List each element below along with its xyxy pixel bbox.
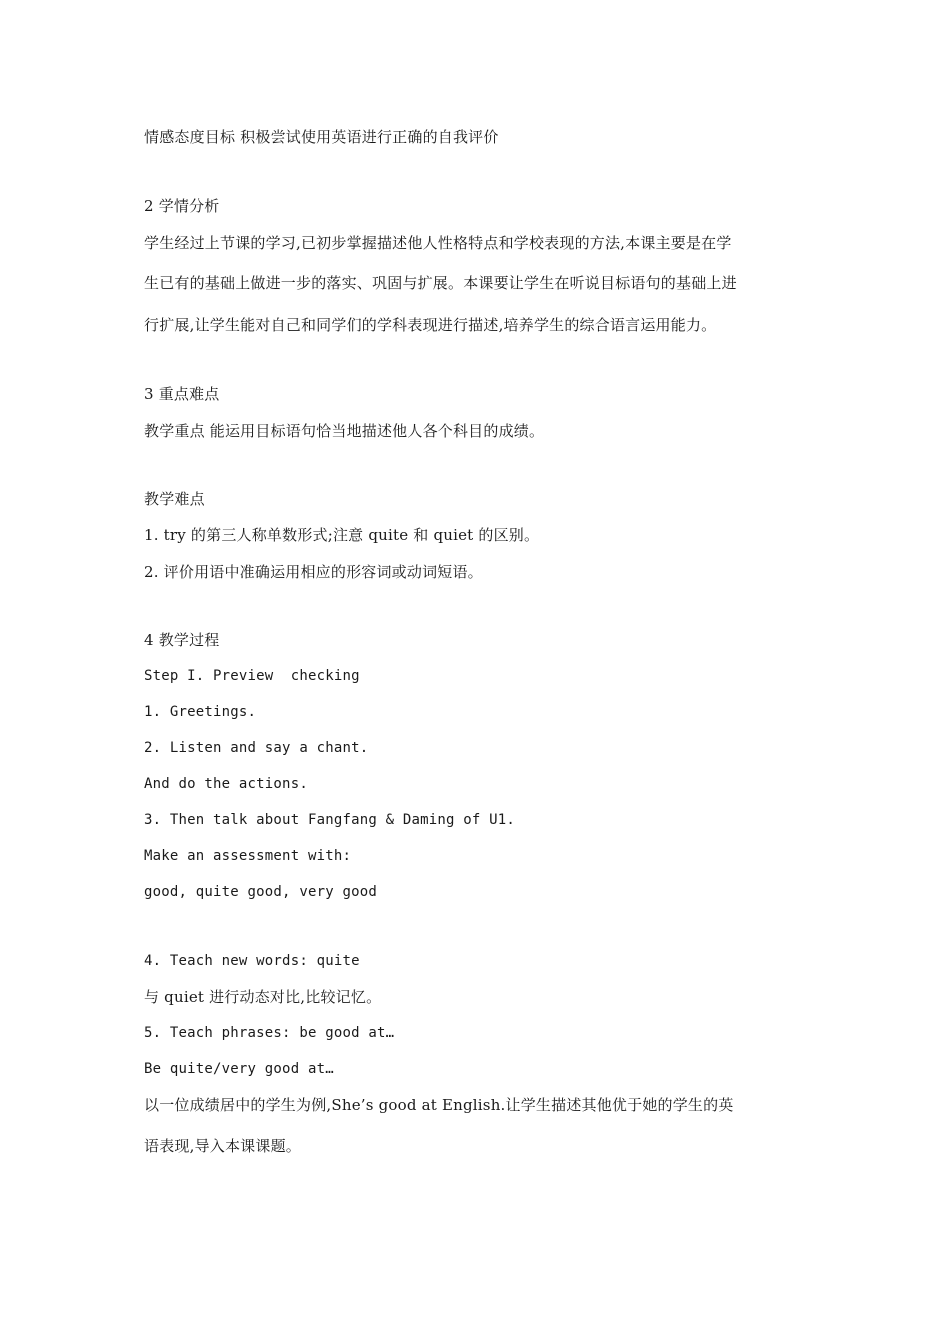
section-heading-key-points: 3 重点难点 — [144, 385, 220, 403]
section-heading-teaching-process: 4 教学过程 — [144, 631, 220, 649]
step-item: Be quite/very good at… — [144, 1061, 334, 1077]
step-item: 5. Teach phrases: be good at… — [144, 1025, 395, 1041]
step-item: 2. Listen and say a chant. — [144, 740, 369, 756]
key-point-line: 教学重点 能运用目标语句恰当地描述他人各个科目的成绩。 — [144, 422, 545, 440]
step-item: good, quite good, very good — [144, 884, 377, 900]
paragraph-line: 行扩展,让学生能对自己和同学们的学科表现进行描述,培养学生的综合语言运用能力。 — [144, 316, 717, 334]
paragraph-line: 学生经过上节课的学习,已初步掌握描述他人性格特点和学校表现的方法,本课主要是在学 — [144, 234, 732, 252]
difficulty-heading: 教学难点 — [144, 490, 205, 508]
step-item: Make an assessment with: — [144, 848, 352, 864]
step-item: 3. Then talk about Fangfang & Daming of U1. — [144, 812, 516, 828]
paragraph-line: 生已有的基础上做进一步的落实、巩固与扩展。本课要让学生在听说目标语句的基础上进 — [144, 274, 737, 292]
step-item: 4. Teach new words: quite — [144, 953, 360, 969]
step-item: 与 quiet 进行动态对比,比较记忆。 — [144, 988, 382, 1006]
step-item: And do the actions. — [144, 776, 308, 792]
paragraph-line: 以一位成绩居中的学生为例,She’s good at English.让学生描述其他优于她的学生的英 — [144, 1096, 734, 1114]
step-heading: Step I. Preview checking — [144, 668, 360, 684]
step-item: 1. Greetings. — [144, 704, 257, 720]
section-heading-learner-analysis: 2 学情分析 — [144, 197, 220, 215]
paragraph-line: 语表现,导入本课课题。 — [144, 1137, 301, 1155]
affective-goal-line: 情感态度目标 积极尝试使用英语进行正确的自我评价 — [144, 128, 499, 146]
difficulty-item: 1. try 的第三人称单数形式;注意 quite 和 quiet 的区别。 — [144, 526, 540, 544]
difficulty-item: 2. 评价用语中准确运用相应的形容词或动词短语。 — [144, 563, 483, 581]
